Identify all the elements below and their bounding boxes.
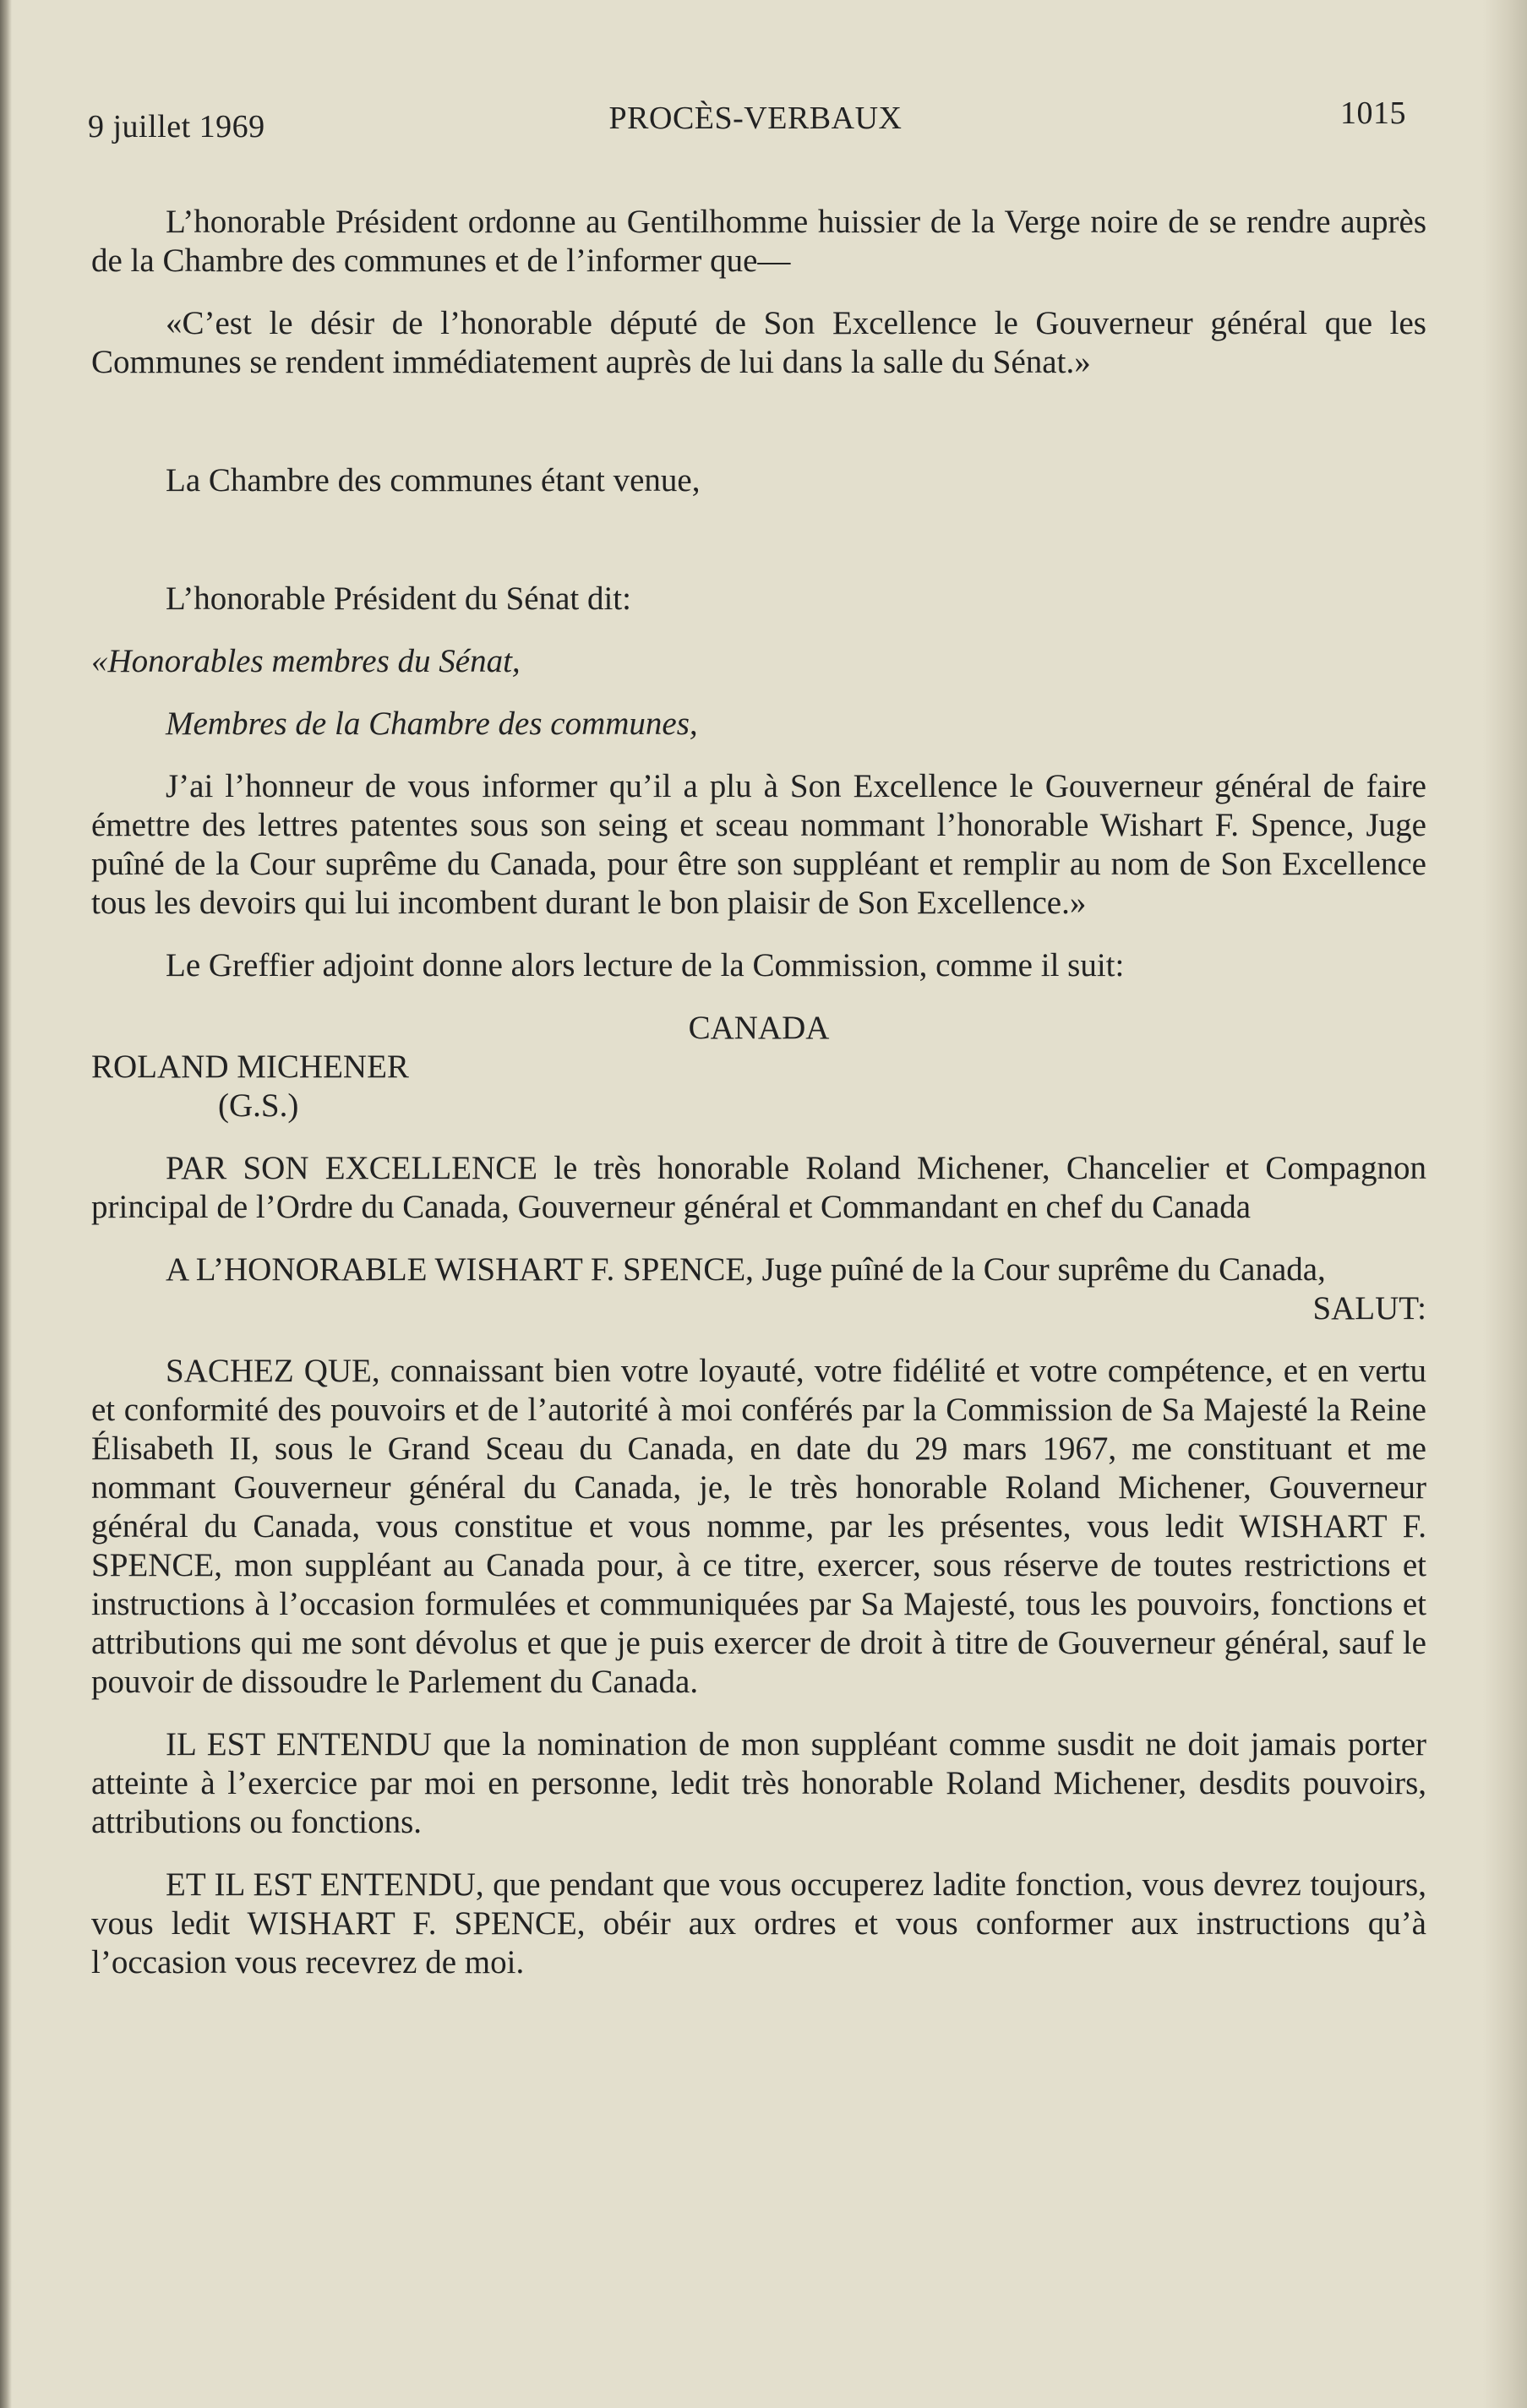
- running-header: [88, 95, 1406, 150]
- paragraph-commons-arrived: La Chambre des communes étant venue,: [166, 462, 701, 498]
- salutation-commons: Membres de la Chambre des communes,: [166, 706, 698, 742]
- paragraph-usher-order: L’honorable Président ordonne au Gentilhomme huissier de la Verge noire de se rendre auprès de la Chambre des communes et de l’informer que—: [91, 204, 1426, 279]
- salut-line: SALUT:: [1312, 1290, 1426, 1327]
- signatory-seal: (G.S.): [218, 1087, 299, 1124]
- paragraph-announcement: J’ai l’honneur de vous informer qu’il a plu à Son Excellence le Gouverneur général de faire émettre des lettres patentes sous son seing et sceau nommant l’honorable Wishart F. Spence, Juge puîné de la Cour suprême du Canada, pour être son suppléant et remplir au nom de Son Excellence tous les devoirs qui lui incombent durant le bon plaisir de Son Excellence.»: [91, 768, 1426, 921]
- paragraph-message: «C’est le désir de l’honorable député de Son Excellence le Gouverneur général que les Communes se rendent immédiatement auprès de lui dans la salle du Sénat.»: [91, 305, 1426, 380]
- paragraph-by-excellency: PAR SON EXCELLENCE le très honorable Roland Michener, Chancelier et Compagnon principal de l’Ordre du Canada, Gouverneur général et Commandant en chef du Canada: [91, 1150, 1426, 1225]
- header-title: PROCÈS-VERBAUX: [608, 101, 903, 136]
- heading-canada: CANADA: [688, 1010, 830, 1046]
- salutation-senators: «Honorables membres du Sénat,: [91, 643, 521, 679]
- header-date: 9 juillet 1969: [88, 109, 265, 144]
- paragraph-sachez-que: SACHEZ QUE, connaissant bien votre loyauté, votre fidélité et votre compétence, et en vertu et conformité des pouvoirs et de l’autorité à moi conférés par la Commission de Sa Majesté la Reine Élisabeth II, sous le Grand Sceau du Canada, en date du 29 mars 1967, me constituant et me nommant Gouverneur général du Canada, je, le très honorable Roland Michener, Gouverneur général du Canada, vous constitue et vous nomme, par les présentes, vous ledit WISHART F. SPENCE, mon suppléant au Canada pour, à ce titre, exercer, sous réserve de toutes restrictions et instructions à l’occasion formulées et communiquées par Sa Majesté, tous les pouvoirs, fonctions et attributions qui me sont dévolus et que je puis exercer de droit à titre de Gouverneur général, sauf le pouvoir de dissoudre le Parlement du Canada.: [91, 1353, 1426, 1700]
- signatory-name: ROLAND MICHENER: [91, 1049, 409, 1085]
- paragraph-clerk-reads: Le Greffier adjoint donne alors lecture de la Commission, comme il suit:: [166, 947, 1125, 983]
- page-body: [91, 203, 1426, 1982]
- paragraph-il-est-entendu: IL EST ENTENDU que la nomination de mon suppléant comme susdit ne doit jamais porter atteinte à l’exercice par moi en personne, ledit très honorable Roland Michener, desdits pouvoirs, attributions ou fonctions.: [91, 1726, 1426, 1840]
- paragraph-speaker-says: L’honorable Président du Sénat dit:: [166, 580, 631, 617]
- paragraph-addressee: A L’HONORABLE WISHART F. SPENCE, Juge puîné de la Cour suprême du Canada,: [166, 1251, 1326, 1288]
- page-binding-shadow: [0, 0, 12, 2408]
- paragraph-et-il-est-entendu: ET IL EST ENTENDU, que pendant que vous occuperez ladite fonction, vous devrez toujours, vous ledit WISHART F. SPENCE, obéir aux ordres et vous conformer aux instructions qu’à l’occasion vous recevrez de moi.: [91, 1866, 1426, 1980]
- page-number: 1015: [1340, 95, 1406, 131]
- page-edge-shadow: [1483, 0, 1527, 2408]
